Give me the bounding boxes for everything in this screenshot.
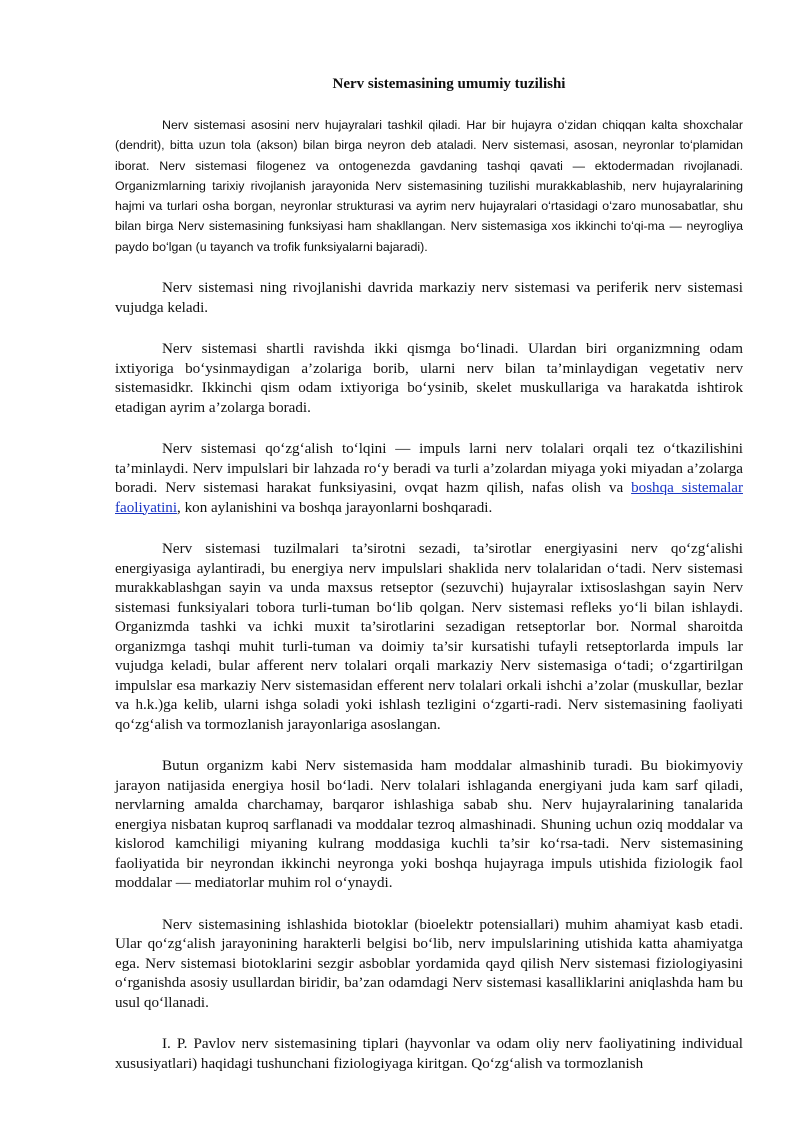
paragraph-4-text-before: Nerv sistemasi qo‘zg‘alish to‘lqini — impuls larni nerv tolalari orqali tez o‘tkazilishini ta’minlaydi. Nerv impulslari bir lahzada ro‘y beradi va turli a’zolardan miyaga yoki miyadan a’zolarga boradi. Nerv sistemasi harakat funksiyasini, ovqat hazm qilish, nafas olish va (115, 441, 743, 497)
document-title: Nerv sistemasining umumiy tuzilishi (332, 76, 566, 92)
paragraph-7: Nerv sistemasining ishlashida biotoklar (bioelektr potensiallari) muhim ahamiyat kasb etadi. Ular qo‘zg‘alish jarayonining harakterli belgisi bo‘lib, nerv impulslarining utishida katta ahamiyatga ega. Nerv sistemasi biotoklarini sezgir asboblar yordamida qayd qilish Nerv sistemasi fiziologiyasini o‘rganishda asosiy usullardan biridir, ba’zan odamdagi Nerv sistemasi kasalliklarini aniqlashda ham bu usul qo‘llanadi. (115, 916, 743, 1011)
paragraph-2: Nerv sistemasi ning rivojlanishi davrida markaziy nerv sistemasi va periferik nerv sistemasi vujudga keladi. (115, 280, 743, 316)
paragraph-1: Nerv sistemasi asosini nerv hujayralari tashkil qiladi. Har bir hujayra oʻzidan chiqqan kalta shoxchalar (dendrit), bitta uzun tola (akson) bilan birga neyron deb ataladi. Nerv sistemasi, asosan, neyronlar toʻplamidan iborat. Nerv sistemasi filogenez va ontogenezda gavdaning tashqi qavati — ektodermadan rivojlanadi. Organizmlarning tarixiy rivojlanish jarayonida Nerv sistemasining tuzilishi murakkablashib, nerv hujayralarining hajmi va turlari osha borgan, neyronlar strukturasi va ayrim nerv hujayralari oʻrtasidagi oʻzaro munosabatlar, shu bilan birga Nerv sistemasining funksiyasi ham shakllangan. Nerv sistemasiga xos ikkinchi toʻqi-ma — neyrogliya paydo boʻlgan (u tayanch va trofik funksiyalarni bajaradi). (115, 118, 743, 254)
paragraph-3: Nerv sistemasi shartli ravishda ikki qismga bo‘linadi. Ulardan biri organizmning odam ixtiyoriga bo‘ysinmaydigan a’zolariga borib, ularni nerv bilan ta’minlaydigan vegetativ nerv sistemasidkr. Ikkinchi qism odam ixtiyoriga bo‘ysinib, skelet muskullariga va harakatda ishtirok etadigan ayrim a’zolarga boradi. (115, 341, 743, 416)
paragraph-5: Nerv sistemasi tuzilmalari ta’sirotni sezadi, ta’sirotlar energiyasini nerv qo‘zg‘alishi energiyasiga aylantiradi, bu energiya nerv impulslari shaklida nerv tolalaridan o‘tadi. Nerv sistemasi murakkablashgan sayin va unda maxsus retseptor (sezuvchi) hujayralar ixtisoslashgan sayin Nerv sistemasi funksiyalari tobora turli-tuman bo‘lib qolgan. Nerv sistemasi refleks yo‘li bilan ishlaydi. Organizmda tashki va ichki muxit ta’sirotlarini sezadigan retseptorlar bor. Normal sharoitda organizmga tashqi muhit turli-tuman va doimiy ta’sir kursatishi tufayli retseptorlarda impuls lar vujudga keladi, bular afferent nerv tolalari orqali markaziy Nerv sistemasiga o‘tadi; o‘zgartirilgan impulslar esa markaziy Nerv sistemasidan efferent nerv tolalari orkali ishchi a’zolar (muskullar, bezlar va h.k.)ga kelib, ularni ishga soladi yoki ishlash tezligini o‘zgarti-radi. Nerv sistemasining faoliyati qo‘zg‘alish va tormozlanish jarayonlariga asoslangan. (115, 541, 743, 733)
paragraph-4 (115, 440, 743, 518)
paragraph-6: Butun organizm kabi Nerv sistemasida ham moddalar almashinib turadi. Bu biokimyoviy jarayon natijasida energiya hosil bo‘ladi. Nerv tolalari ishlaganda energiyani juda kam sarf qiladi, nervlarning amalda charchamay, barqaror ishlashiga sabab shu. Nerv hujayralarining tanalarida energiya nisbatan kuproq sarflanadi va moddalar tezroq almashinadi. Shuning uchun oziq moddalar va kislorod kamchiligi miyaning kulrang moddasiga kuchli ta’sir ko‘rsa-tadi. Nerv sistemasining faoliyatida bir neyrondan ikkinchi neyronga yoki boshqa hujayraga impuls utishida fiziologik faol moddalar — mediatorlar muhim rol o‘ynaydi. (115, 758, 743, 892)
paragraph-8: I. P. Pavlov nerv sistemasining tiplari (hayvonlar va odam oliy nerv faoliyatining individual xususiyatlari) haqidagi tushunchani fiziologiyaga kiritgan. Qo‘zg‘alish va tormozlanish (115, 1036, 743, 1072)
other-systems-link[interactable]: boshqa sistemalar faoliyatini (115, 480, 743, 516)
document-body (115, 76, 743, 1096)
paragraph-4-text-after: , kon aylanishini va boshqa jarayonlarni boshqaradi. (177, 499, 493, 516)
